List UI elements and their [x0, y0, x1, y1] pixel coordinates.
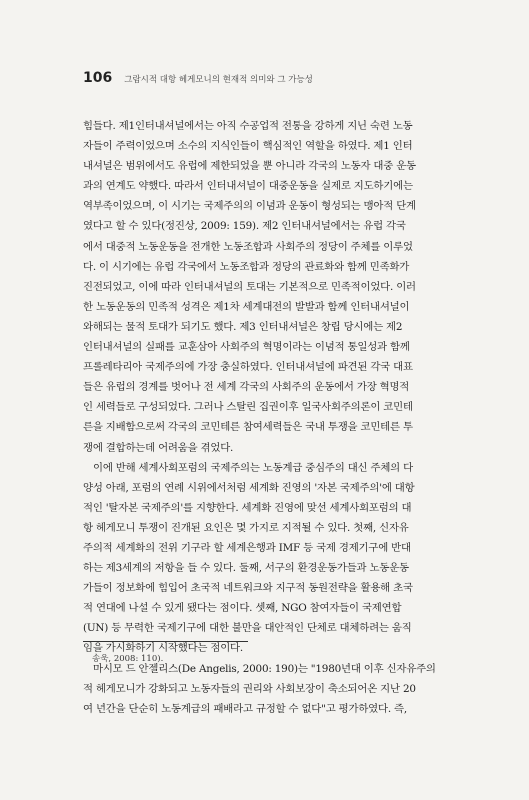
text-line: 가들이 정보화에 힘입어 초국적 네트워크와 지구적 동원전략을 활용해 초국 [83, 582, 413, 595]
text-line: 적 연대에 나설 수 있게 됐다는 점이다. 셋째, NGO 참여자들이 국제연합 [83, 602, 402, 615]
body-text [83, 116, 459, 719]
text-line: 주의적 세계화의 전위 기구라 할 세계은행과 IMF 등 국제 경제기구에 반대 [83, 541, 411, 554]
text-line: 자들이 주력이었으며 소수의 지식인들이 핵심적인 역할을 하였다. 제1 인터 [83, 140, 413, 153]
text-line: 프롤레타리아 국제주의에 가장 충실하였다. 인터내셔널에 파견된 각국 대표 [83, 361, 413, 374]
text-line: 와해되는 물적 토대가 되기도 했다. 제3 인터내셔널은 창립 당시에는 제2 [83, 320, 403, 333]
text-line: 내셔널은 범위에서도 유럽에 제한되었을 뿐 아니라 각국의 노동자 대중 운동 [83, 160, 416, 173]
footnote: 송욱, 2008: 110). [92, 654, 164, 664]
text-line: 역부족이었으며, 이 시기는 국제주의의 이념과 운동이 형성되는 맹아적 단계 [83, 200, 416, 213]
text-line: 였다고 할 수 있다(정진상, 2009: 159). 제2 인터내셔널에서는 유럽 각국 [83, 220, 406, 233]
text-line: 적 헤게모니가 강화되고 노동자들의 권리와 사회보장이 축소되어온 지난 20 [83, 682, 416, 695]
text-line: 하는 제3세계의 저항을 들 수 있다. 둘째, 서구의 환경운동가들과 노동운동 [83, 562, 409, 575]
text-line: 들은 유럽의 경계를 벗어나 전 세계 각국의 사회주의 운동에서 가장 혁명적 [83, 381, 410, 394]
footnote-divider [83, 641, 248, 642]
text-line: 인 세력들로 구성되었다. 그러나 스탈린 집권이후 일국사회주의론이 코민테 [83, 401, 413, 414]
text-line: 힘들다. 제1인터내셔널에서는 아직 수공업적 전통을 강하게 지닌 숙련 노동 [83, 120, 413, 132]
page-header [83, 70, 313, 86]
text-line: 다. 이 시기에는 유럽 각국에서 노동조합과 정당의 관료화와 함께 민족화가 [83, 260, 410, 273]
text-line: 양성 아래, 포럼의 연례 시위에서처럼 세계화 진영의 '자본 국제주의'에 대항 [83, 481, 415, 494]
text-line: 여 년간을 단순히 노동계급의 패배라고 규정할 수 없다"고 평가하였다. 즉, [83, 702, 407, 715]
paragraph-start-line: 이에 반해 세계사회포럼의 국제주의는 노동계급 중심주의 대신 주체의 다 [93, 461, 413, 474]
text-line: 한 노동운동의 민족적 성격은 제1차 세계대전의 발발과 함께 인터내셔널이 [83, 300, 410, 313]
text-line: (UN) 등 무력한 국제기구에 대한 불만을 대안적인 단체로 대체하려는 움직 [83, 622, 412, 635]
text-line: 과의 연계도 약했다. 따라서 인터내셔널이 대중운동을 실제로 지도하기에는 [83, 180, 413, 193]
text-line: 에서 대중적 노동운동을 전개한 노동조합과 사회주의 정당이 주체를 이루었 [83, 240, 413, 253]
text-line: 진전되었고, 이에 따라 인터내셔널의 토대는 기본적으로 민족적이었다. 이러 [83, 280, 416, 293]
text-line: 항 헤게모니 투쟁이 진개된 요인은 몇 가지로 지적될 수 있다. 첫째, 신자유 [83, 521, 409, 534]
running-title: 그람시적 대항 헤게모니의 현재적 의미와 그 가능성 [124, 75, 313, 85]
text-line: 인터내셔널의 실패를 교훈삼아 사회주의 혁명이라는 이념적 통일성과 함께 [83, 341, 410, 354]
page-number: 106 [83, 70, 113, 86]
paragraph-start-line: 마시모 드 안젤리스(De Angelis, 2000: 190)는 "1980년대 이후 신자유주의 [93, 662, 436, 675]
text-line: 적인 '탈자본 국제주의'를 지향한다. 세계화 진영에 맞선 세계사회포럼의 대 [83, 501, 412, 514]
text-line: 임을 가시화하기 시작했다는 점이다. [83, 642, 243, 655]
text-line: 쟁에 결합하는데 어려움을 겪었다. [83, 441, 234, 454]
text-line: 른을 지배함으로써 각국의 코민테른 참여세력들은 국내 투쟁을 코민테른 투 [83, 421, 413, 434]
